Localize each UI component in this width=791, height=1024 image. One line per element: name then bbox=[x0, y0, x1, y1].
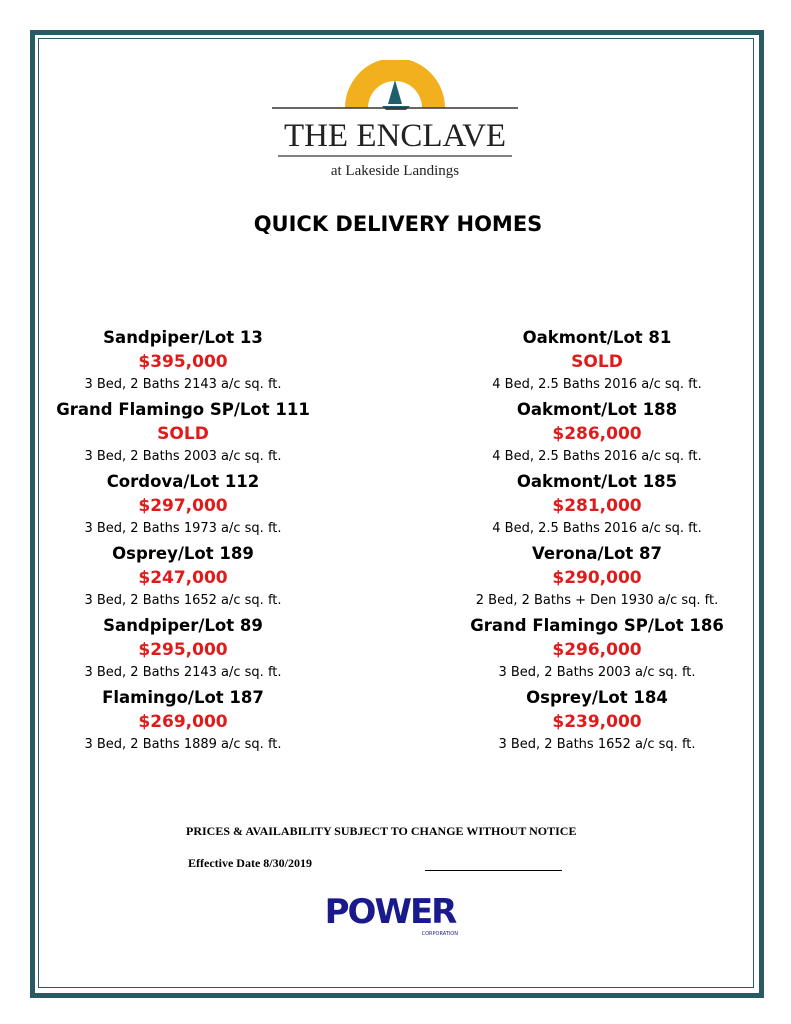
home-name: Oakmont/Lot 185 bbox=[516, 472, 678, 491]
home-details: 4 Bed, 2.5 Baths 2016 a/c sq. ft. bbox=[492, 521, 702, 536]
home-details: 3 Bed, 2 Baths 2003 a/c sq. ft. bbox=[498, 665, 696, 680]
home-name: Sandpiper/Lot 13 bbox=[103, 328, 263, 347]
home-price: $290,000 bbox=[552, 568, 642, 588]
home-name: Grand Flamingo SP/Lot 186 bbox=[470, 616, 724, 635]
home-name: Grand Flamingo SP/Lot 111 bbox=[56, 400, 310, 419]
home-name: Oakmont/Lot 81 bbox=[522, 328, 672, 347]
home-name: Oakmont/Lot 188 bbox=[516, 400, 678, 419]
home-listing bbox=[427, 614, 767, 686]
home-details: 3 Bed, 2 Baths 2143 a/c sq. ft. bbox=[84, 377, 282, 392]
enclave-logo bbox=[270, 60, 520, 185]
home-price: $281,000 bbox=[552, 496, 642, 516]
home-details: 4 Bed, 2.5 Baths 2016 a/c sq. ft. bbox=[492, 449, 702, 464]
home-price: $269,000 bbox=[138, 712, 228, 732]
home-listing bbox=[427, 542, 767, 614]
home-details: 4 Bed, 2.5 Baths 2016 a/c sq. ft. bbox=[492, 377, 702, 392]
home-price: $295,000 bbox=[138, 640, 228, 660]
home-details: 2 Bed, 2 Baths + Den 1930 a/c sq. ft. bbox=[475, 593, 719, 608]
svg-text:POWER: POWER bbox=[324, 893, 456, 932]
home-listing bbox=[427, 470, 767, 542]
home-details: 3 Bed, 2 Baths 2143 a/c sq. ft. bbox=[84, 665, 282, 680]
home-details: 3 Bed, 2 Baths 2003 a/c sq. ft. bbox=[84, 449, 282, 464]
left-column bbox=[13, 326, 353, 758]
logo-text: THE ENCLAVE bbox=[283, 118, 507, 154]
effective-date: Effective Date 8/30/2019 bbox=[188, 856, 312, 870]
home-price: $395,000 bbox=[138, 352, 228, 372]
home-price: $239,000 bbox=[552, 712, 642, 732]
home-listing bbox=[427, 326, 767, 398]
home-listing bbox=[13, 614, 353, 686]
home-name: Flamingo/Lot 187 bbox=[102, 688, 264, 707]
home-price: SOLD bbox=[157, 424, 209, 444]
home-details: 3 Bed, 2 Baths 1652 a/c sq. ft. bbox=[498, 737, 696, 752]
home-details: 3 Bed, 2 Baths 1889 a/c sq. ft. bbox=[84, 737, 282, 752]
home-price: $286,000 bbox=[552, 424, 642, 444]
signature-line bbox=[425, 870, 562, 871]
page-title: QUICK DELIVERY HOMES bbox=[253, 212, 543, 236]
home-listing bbox=[13, 326, 353, 398]
home-price: $296,000 bbox=[552, 640, 642, 660]
home-details: 3 Bed, 2 Baths 1973 a/c sq. ft. bbox=[84, 521, 282, 536]
home-listing bbox=[427, 398, 767, 470]
home-listing bbox=[13, 470, 353, 542]
home-price: $247,000 bbox=[138, 568, 228, 588]
home-name: Sandpiper/Lot 89 bbox=[103, 616, 263, 635]
home-name: Cordova/Lot 112 bbox=[106, 472, 260, 491]
right-column bbox=[427, 326, 767, 758]
power-corporation-logo bbox=[318, 893, 463, 938]
home-details: 3 Bed, 2 Baths 1652 a/c sq. ft. bbox=[84, 593, 282, 608]
home-listing bbox=[13, 542, 353, 614]
notice-text: PRICES & AVAILABILITY SUBJECT TO CHANGE WITHOUT NOTICE bbox=[186, 824, 577, 838]
home-name: Osprey/Lot 189 bbox=[112, 544, 254, 563]
home-listing bbox=[13, 398, 353, 470]
home-name: Osprey/Lot 184 bbox=[526, 688, 668, 707]
svg-text:CORPORATION: CORPORATION bbox=[421, 931, 458, 937]
home-listing bbox=[13, 686, 353, 758]
logo-tagline: at Lakeside Landings bbox=[330, 163, 460, 179]
home-listing bbox=[427, 686, 767, 758]
home-price: $297,000 bbox=[138, 496, 228, 516]
home-price: SOLD bbox=[571, 352, 623, 372]
home-name: Verona/Lot 87 bbox=[532, 544, 662, 563]
